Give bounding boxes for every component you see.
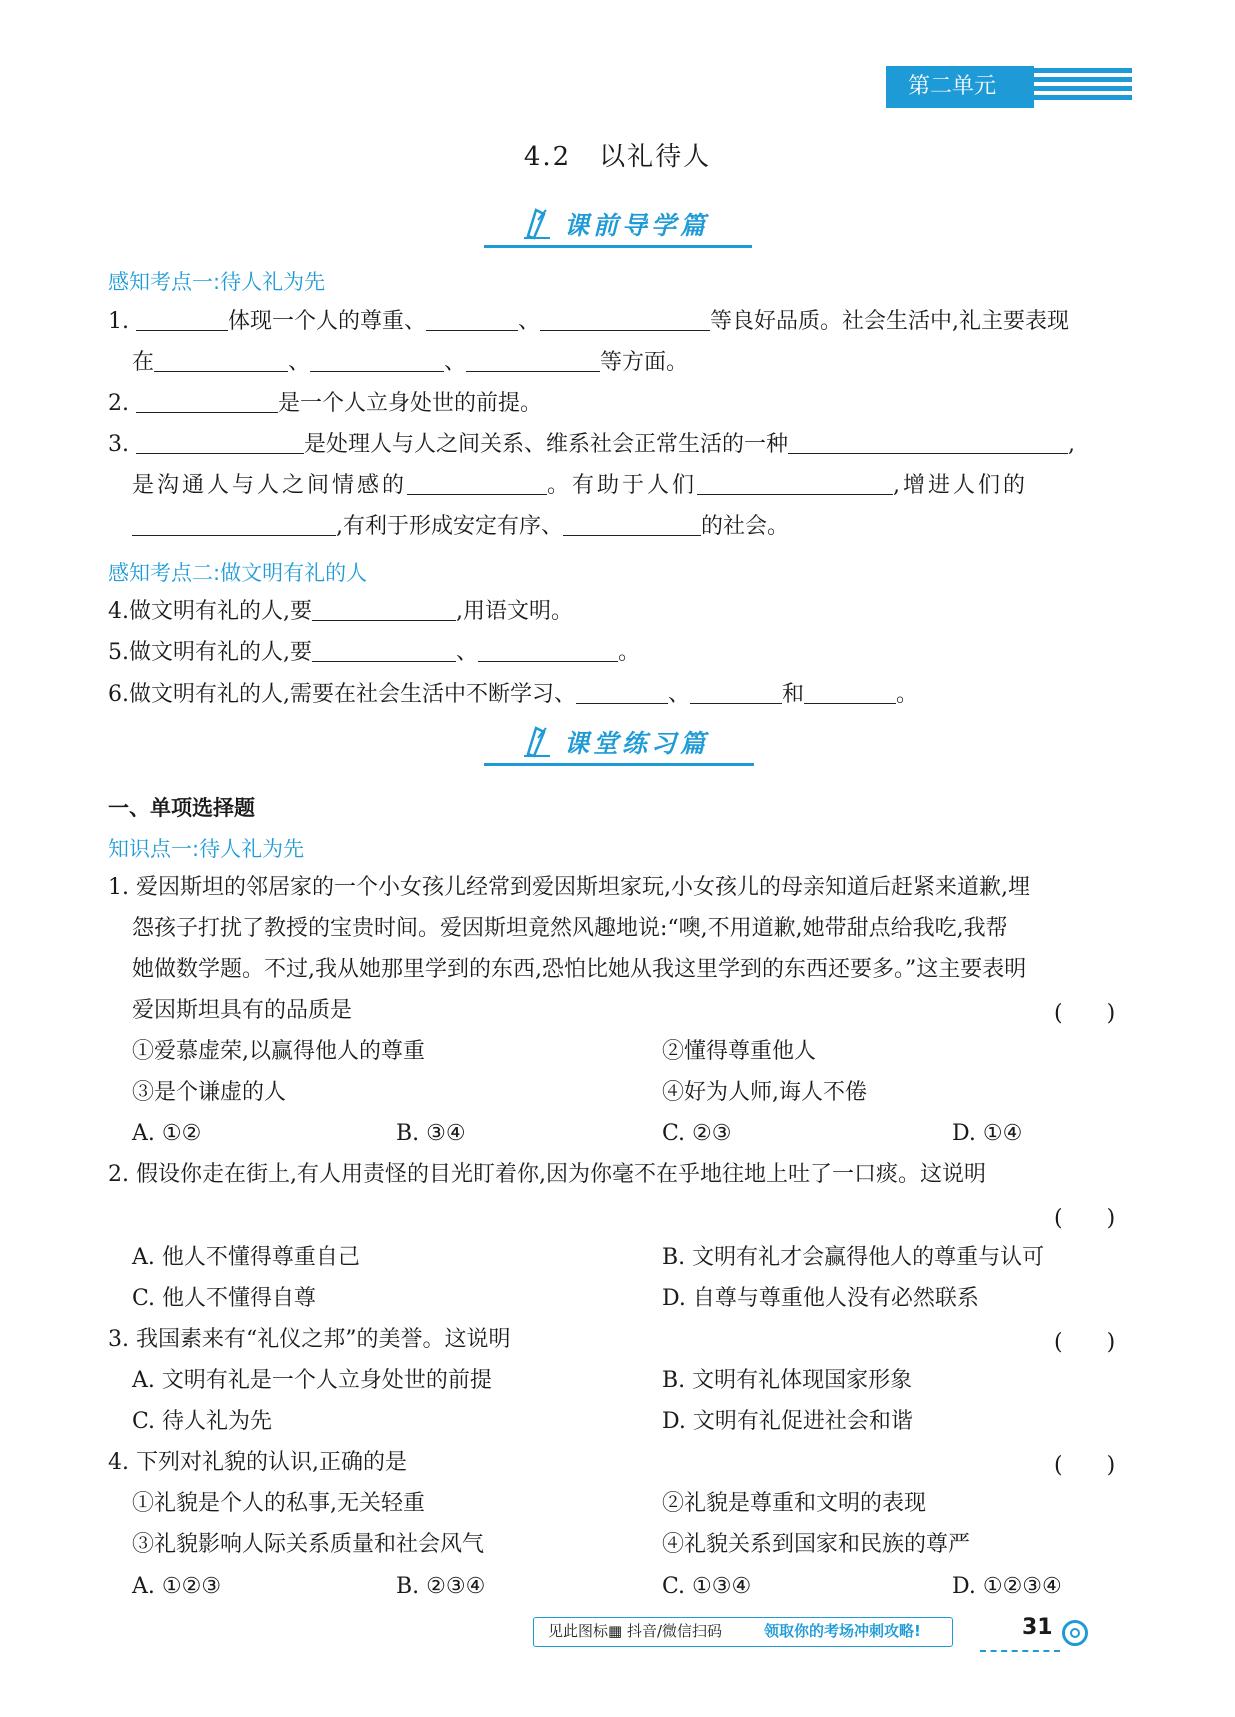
blank[interactable] <box>466 349 600 372</box>
option-a[interactable]: A. ①② <box>132 1121 202 1146</box>
section-header-pre <box>484 204 752 248</box>
promo-scan-text: 见此图标▦ 抖音/微信扫码 <box>548 1622 722 1640</box>
section-title-class: 课堂练习篇 <box>564 729 710 758</box>
answer-parentheses[interactable]: ( ) <box>1054 1001 1116 1026</box>
blank[interactable] <box>136 431 304 454</box>
knowledge-point-1: 感知考点一:待人礼为先 <box>108 270 326 294</box>
blank[interactable] <box>426 308 518 331</box>
statement-1: ①礼貌是个人的私事,无关轻重 <box>132 1491 425 1516</box>
statement-2: ②礼貌是尊重和文明的表现 <box>662 1491 927 1516</box>
qr-promo-banner[interactable] <box>533 1617 953 1647</box>
blank[interactable] <box>312 598 456 621</box>
statement-4: ④礼貌关系到国家和民族的尊严 <box>662 1532 971 1557</box>
practice-q1-line3: 她做数学题。不过,我从她那里学到的东西,恐怕比她从我这里学到的东西还要多。”这主要表明 <box>132 957 1027 982</box>
knowledge-point-2: 感知考点二:做文明有礼的人 <box>108 561 368 585</box>
option-d[interactable]: D. 自尊与尊重他人没有必然联系 <box>662 1286 979 1311</box>
pre-q4: 4.做文明有礼的人,要 ,用语文明。 <box>108 599 573 624</box>
unit-label: 第二单元 <box>886 66 1034 108</box>
practice-knowledge-point-1: 知识点一:待人礼为先 <box>108 837 305 861</box>
option-c[interactable]: C. 他人不懂得自尊 <box>132 1286 317 1311</box>
statement-4: ④好为人师,诲人不倦 <box>662 1080 867 1105</box>
pre-q5: 5.做文明有礼的人,要 、 。 <box>108 640 641 665</box>
question-type-heading: 一、单项选择题 <box>108 796 255 820</box>
statement-2: ②懂得尊重他人 <box>662 1039 817 1064</box>
statement-1: ①爱慕虚荣,以赢得他人的尊重 <box>132 1039 425 1064</box>
section-header-class <box>484 722 754 766</box>
option-a[interactable]: A. 文明有礼是一个人立身处世的前提 <box>132 1368 492 1393</box>
option-c[interactable]: C. ①③④ <box>662 1574 752 1599</box>
blank[interactable] <box>804 681 896 704</box>
option-d[interactable]: D. 文明有礼促进社会和谐 <box>662 1409 913 1434</box>
blank[interactable] <box>697 472 893 495</box>
pre-q3-line2: 是沟通人与人之间情感的 。有助于人们 ,增进人们的 <box>132 473 1029 498</box>
option-d[interactable]: D. ①④ <box>952 1121 1023 1146</box>
practice-q1-line4: 爱因斯坦具有的品质是 <box>132 998 353 1023</box>
practice-q3-stem: 3. 我国素来有“礼仪之邦”的美誉。这说明 <box>108 1327 511 1352</box>
option-b[interactable]: B. ②③④ <box>396 1574 486 1599</box>
pre-q1-line1: 1. 体现一个人的尊重、 、 等良好品质。社会生活中,礼主要表现 <box>108 309 1070 334</box>
blank[interactable] <box>540 308 710 331</box>
option-c[interactable]: C. ②③ <box>662 1121 732 1146</box>
option-a[interactable]: A. ①②③ <box>132 1574 222 1599</box>
option-a[interactable]: A. 他人不懂得尊重自己 <box>132 1245 360 1270</box>
blank[interactable] <box>154 349 288 372</box>
option-b[interactable]: B. 文明有礼体现国家形象 <box>662 1368 913 1393</box>
practice-q1-line2: 怨孩子打扰了教授的宝贵时间。爱因斯坦竟然风趣地说:“噢,不用道歉,她带甜点给我吃,我帮 <box>132 916 1008 941</box>
blank[interactable] <box>310 349 444 372</box>
blank[interactable] <box>690 681 782 704</box>
blank[interactable] <box>788 431 1068 454</box>
option-b[interactable]: B. 文明有礼才会赢得他人的尊重与认可 <box>662 1245 1045 1270</box>
promo-highlight-text: 领取你的考场冲刺攻略! <box>764 1622 921 1640</box>
blank[interactable] <box>563 513 701 536</box>
blank[interactable] <box>576 681 668 704</box>
blank[interactable] <box>312 639 456 662</box>
blank[interactable] <box>136 308 228 331</box>
pen-icon <box>522 206 552 240</box>
page-title: 4.2 以礼待人 <box>523 142 712 172</box>
section-title-pre: 课前导学篇 <box>564 211 710 240</box>
pre-q2: 2. 是一个人立身处世的前提。 <box>108 391 543 416</box>
answer-parentheses[interactable]: ( ) <box>1054 1330 1116 1355</box>
pre-q6: 6.做文明有礼的人,需要在社会生活中不断学习、 、 和 。 <box>108 682 919 707</box>
answer-parentheses[interactable]: ( ) <box>1054 1453 1116 1478</box>
statement-3: ③是个谦虚的人 <box>132 1080 287 1105</box>
statement-3: ③礼貌影响人际关系质量和社会风气 <box>132 1532 485 1557</box>
blank[interactable] <box>132 513 336 536</box>
option-b[interactable]: B. ③④ <box>396 1121 466 1146</box>
answer-parentheses[interactable]: ( ) <box>1054 1206 1116 1231</box>
practice-q2-stem: 2. 假设你走在街上,有人用责怪的目光盯着你,因为你毫不在乎地往地上吐了一口痰。这说明 <box>108 1162 986 1187</box>
blank[interactable] <box>478 639 618 662</box>
pre-q3-line1: 3. 是处理人与人之间关系、维系社会正常生活的一种 , <box>108 432 1076 457</box>
page-number: 31 <box>1022 1615 1053 1640</box>
pre-q1-line2: 在 、 、 等方面。 <box>132 350 689 375</box>
blank[interactable] <box>407 472 547 495</box>
pre-q3-line3: ,有利于形成安定有序、 的社会。 <box>132 512 789 542</box>
pen-icon <box>522 724 552 758</box>
badge-stripes <box>1028 68 1132 108</box>
page-dash-line <box>980 1650 1060 1652</box>
practice-q1-line1: 1. 爱因斯坦的邻居家的一个小女孩儿经常到爱因斯坦家玩,小女孩儿的母亲知道后赶紧来道歉,埋 <box>108 875 1030 900</box>
option-d[interactable]: D. ①②③④ <box>952 1574 1062 1599</box>
unit-badge <box>886 66 1130 108</box>
blank[interactable] <box>136 390 278 413</box>
option-c[interactable]: C. 待人礼为先 <box>132 1409 273 1434</box>
target-circle-icon <box>1062 1620 1088 1646</box>
practice-q4-stem: 4. 下列对礼貌的认识,正确的是 <box>108 1450 407 1475</box>
